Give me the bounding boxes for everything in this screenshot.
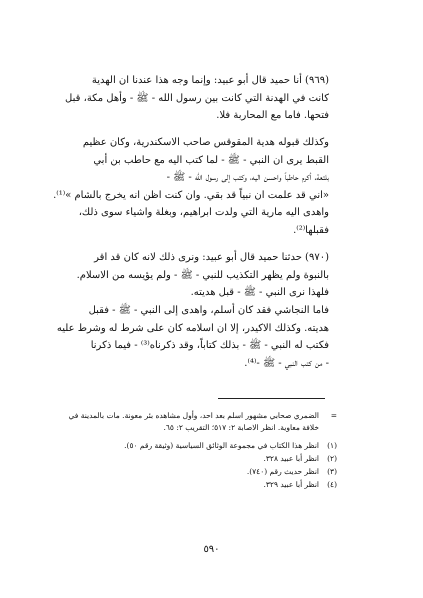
- text-line: «اني قد علمت ان نبياً قد بقي. وان كنت اظن انه يخرج بالشام »⁽¹⁾.: [53, 189, 329, 201]
- footnote-mark: (٢): [327, 454, 337, 463]
- footnote-line: [87, 466, 337, 478]
- footnote-line: [87, 422, 337, 434]
- text-line: - من كتب النبي - ﷺ -⁽⁴⁾.: [244, 357, 329, 369]
- footnote-mark: =: [330, 411, 337, 420]
- footnote-text: انظر هذا الكتاب في مجموعة الوثائق السياسية (وثيقة رقم ٥٠).: [124, 441, 319, 450]
- footnote-2: [87, 453, 337, 465]
- text-line: فقبلها⁽²⁾.: [293, 224, 329, 236]
- text-line: فلهذا نرى النبي - ﷺ - قبل هديته.: [190, 287, 329, 298]
- footnote-mark: (٣): [327, 467, 337, 476]
- footnote-text: انظر أبا عبيد ٣٢٨.: [263, 454, 319, 463]
- paragraph-969: [65, 72, 329, 125]
- text-line: واهدى اليه مارية التي ولدت ابراهيم، وبغلة واشياء سوى ذلك،: [78, 207, 329, 218]
- footnote-4: [87, 479, 337, 491]
- footnote-line: [87, 479, 337, 491]
- footnote-3: [87, 466, 337, 478]
- footnote-1: [87, 440, 337, 452]
- text-line: فاما النجاشي فقد كان أسلم، واهدى إلى النبي - ﷺ - فقبل: [88, 305, 329, 316]
- footnote-line: [87, 453, 337, 465]
- text-line: وكذلك قبوله هدية المقوقس صاحب الاسكندرية، وكان عظيم: [82, 137, 329, 148]
- paragraph-muqawqis: [53, 134, 329, 239]
- footnote-text: انظر حديث رقم (٧٤٠).: [246, 467, 319, 476]
- page-number: ٥٩٠: [203, 544, 220, 555]
- text-line: (٩٦٩) أنا حميد قال أبو عبيد: وإنما وجه هذا عندنا ان الهدية: [91, 75, 329, 86]
- footnote-mark: (٤): [327, 480, 337, 489]
- text-line: القبط يرى ان النبي - ﷺ - لما كتب اليه مع حاطب بن أبي: [93, 154, 329, 166]
- text-line: فكتب له النبي - ﷺ - بذلك كتاباً، وقد ذكرناه⁽³⁾ - فيما ذكرنا: [90, 340, 329, 351]
- footnote-text: انظر أبا عبيد ٣٢٩.: [263, 480, 319, 489]
- text-line: هديته. وكذلك الاكيدر، إلا ان اسلامه كان على شرط له وشرط عليه: [56, 322, 329, 334]
- text-line: بلتعة، أكرم حاطباً واحسن اليه، وكتب إلى رسول الله - ﷺ -: [166, 172, 329, 183]
- footnote-text: الضمري صحابي مشهور اسلم بعد احد، وأول مشاهده بئر معونة. مات بالمدينة في: [68, 411, 319, 420]
- footnote-mark: (١): [327, 441, 337, 450]
- footnote-divider: [218, 398, 325, 399]
- text-line: فتحها. فاما مع المحاربة فلا.: [216, 110, 329, 121]
- footnote-line: [68, 410, 337, 422]
- text-line: كانت في الهدنة التي كانت بين رسول الله - ﷺ - وأهل مكة، قبل: [65, 92, 329, 104]
- text-line: بالنبوة ولم يظهر التكذيب للنبي - ﷺ - ولم يؤيسه من الاسلام.: [76, 269, 329, 281]
- text-line: (٩٧٠) حدثنا حميد قال أبو عبيد: ونرى ذلك لانه كان قد اقر: [94, 252, 329, 263]
- footnote-continuation: [68, 410, 337, 434]
- footnote-line: [87, 440, 337, 452]
- footnote-text: خلافة معاوية. انظر الاصابة ٢: ٥١٧؛ التقريب ٢: ٦٥.: [163, 423, 319, 432]
- paragraph-najashi: [56, 302, 329, 372]
- paragraph-970: [76, 249, 329, 302]
